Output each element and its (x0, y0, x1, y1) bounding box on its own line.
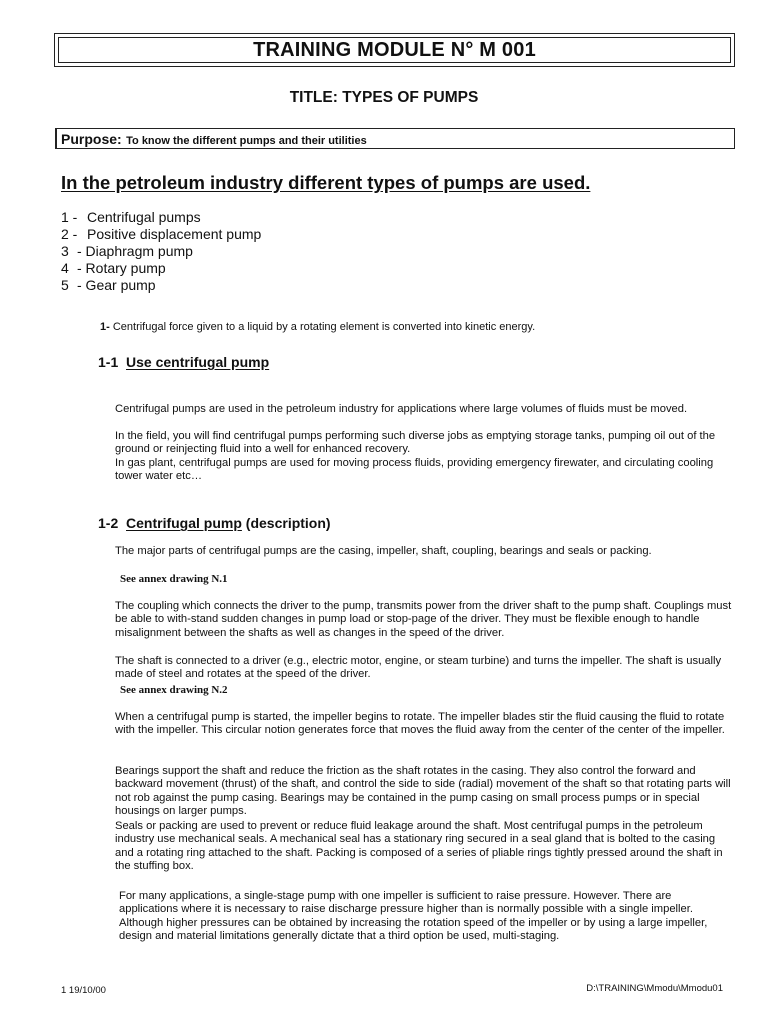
annex-reference-1: See annex drawing N.1 (120, 573, 228, 585)
list-item-number: 3 (61, 243, 69, 259)
list-item-number: 1 - (61, 209, 78, 225)
pump-types-list (61, 209, 261, 294)
paragraph-impeller: When a centrifugal pump is started, the impeller begins to rotate. The impeller blades stir the fluid causing the fluid to rotate with the impeller. This circular notion generates force that moves the fluid away from the center of the center of the impeller. (115, 711, 725, 737)
purpose-box (55, 128, 735, 149)
note-text: Centrifugal force given to a liquid by a rotating element is converted into kinetic energy. (112, 321, 536, 333)
list-item (61, 260, 261, 277)
section-heading-1-2 (98, 515, 331, 531)
list-item (61, 243, 261, 260)
list-item-label: Centrifugal pumps (87, 209, 201, 225)
paragraph-multi-staging: For many applications, a single-stage pump with one impeller is sufficient to raise pressure. However. There are applications where it is necessary to raise discharge pressure higher than is normally possible with a single impeller. Although higher pressures can be obtained by increasing the rotation speed of the impeller or by using a large impeller, design and material limitations generally dictate that a third option be used, multi-staging. (119, 890, 708, 943)
purpose-label: Purpose: (61, 131, 122, 147)
section-title: Use centrifugal pump (126, 354, 270, 370)
main-heading: In the petroleum industry different types of pumps are used. (61, 172, 591, 193)
list-item-number: 4 (61, 260, 69, 276)
list-item-label: Positive displacement pump (87, 226, 262, 242)
module-title: TRAINING MODULE N° M 001 (253, 38, 536, 61)
module-title-box (54, 33, 735, 67)
list-item (61, 277, 261, 294)
list-item-label: - Rotary pump (77, 260, 166, 276)
note-number: 1- (100, 321, 110, 333)
section-title-suffix: (description) (245, 515, 331, 531)
paragraph-bearings: Bearings support the shaft and reduce the friction as the shaft rotates in the casing. They also control the forward and backward movement (thrust) of the shaft, and control the side to side (radial) movement of the shaft so that rotating parts will not rob against the pump casing. Bearings may be contained in the pump casing on small process pumps or in special housings on larger pumps. (115, 765, 731, 818)
section-number: 1-1 (98, 354, 119, 370)
list-item-number: 2 - (61, 226, 78, 242)
footer-page-date: 1 19/10/00 (61, 985, 106, 996)
purpose-text: To know the different pumps and their utilities (126, 135, 367, 147)
annex-reference-2: See annex drawing N.2 (120, 684, 228, 696)
list-item (61, 209, 261, 226)
paragraph-use-1: Centrifugal pumps are used in the petroleum industry for applications where large volumes of fluids must be moved. (115, 403, 688, 415)
section-title: Centrifugal pump (126, 515, 242, 531)
paragraph-coupling: The coupling which connects the driver to the pump, transmits power from the driver shaft to the pump shaft. Couplings must be able to with-stand sudden changes in pump load or stop-page of the driver. They must be flexible enough to handle misalignment between the shafts as well as changes in the speed of the driver. (115, 600, 732, 639)
list-item-label: - Gear pump (77, 277, 156, 293)
paragraph-use-3: In gas plant, centrifugal pumps are used for moving process fluids, providing emergency firewater, and circulating cooling tower water etc… (115, 457, 714, 483)
footer-file-path: D:\TRAINING\Mmodu\Mmodu01 (586, 983, 723, 994)
module-title-frame (58, 37, 731, 63)
paragraph-seals: Seals or packing are used to prevent or reduce fluid leakage around the shaft. Most centrifugal pumps in the petroleum industry use mechanical seals. A mechanical seal has a stationary ring secured in a seal gland that is bolted to the casing and a rotating ring attached to the shaft. Packing is composed of a series of pliable rings tightly pressed around the shaft in the stuffing box. (115, 820, 723, 873)
page-title: TITLE: TYPES OF PUMPS (289, 89, 479, 106)
list-item-label: - Diaphragm pump (77, 243, 193, 259)
section-number: 1-2 (98, 515, 119, 531)
section-heading-1-1 (98, 354, 269, 370)
centrifugal-force-note (100, 321, 535, 333)
list-item (61, 226, 261, 243)
paragraph-use-2: In the field, you will find centrifugal pumps performing such diverse jobs as emptying storage tanks, pumping oil out of the ground or reinjecting fluid into a well for enhanced recovery. (115, 430, 716, 456)
paragraph-shaft: The shaft is connected to a driver (e.g., electric motor, engine, or steam turbine) and turns the impeller. The shaft is usually made of steel and rotates at the speed of the driver. (115, 655, 722, 681)
paragraph-major-parts: The major parts of centrifugal pumps are the casing, impeller, shaft, coupling, bearings and seals or packing. (115, 545, 652, 557)
list-item-number: 5 (61, 277, 69, 293)
